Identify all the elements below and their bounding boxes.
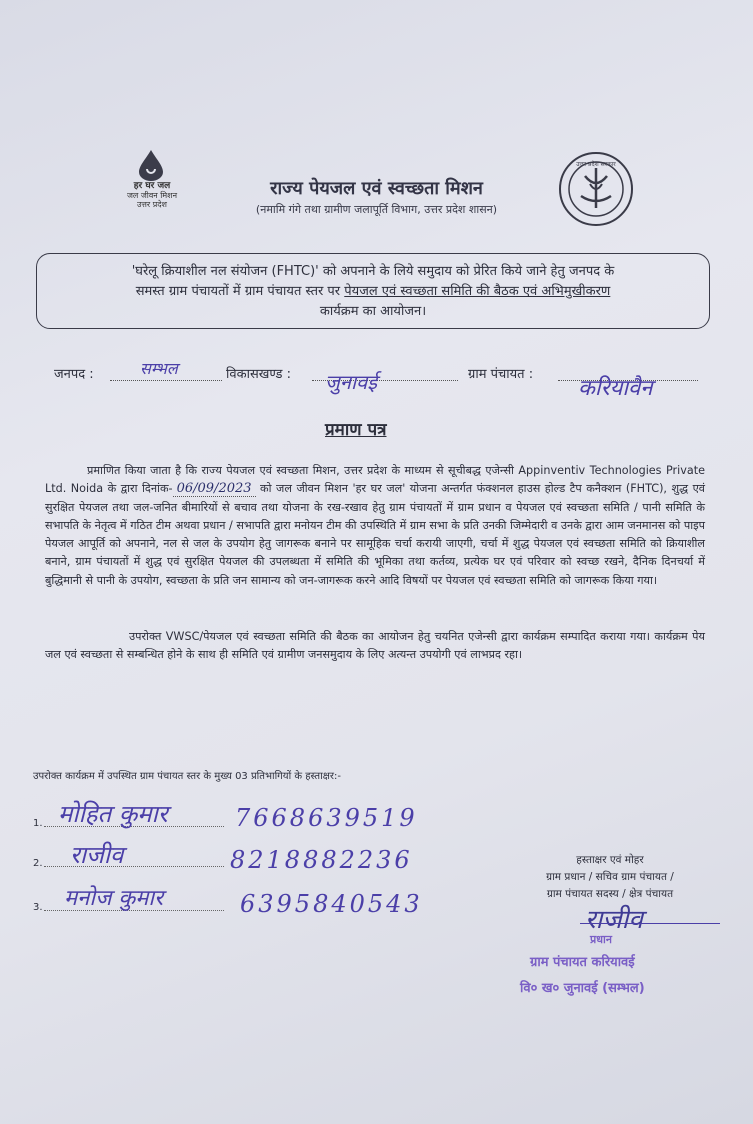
participant-3-name: मनोज कुमार xyxy=(64,886,164,911)
participant-1-name: मोहित कुमार xyxy=(58,800,168,828)
certificate-paragraph-1 xyxy=(45,462,705,590)
participant-2-name: राजीव xyxy=(70,841,124,869)
paragraph-1-part-a: प्रमाणित किया जाता है कि राज्य पेयजल एवं स्वच्छता मिशन, उत्तर प्रदेश के माध्यम से सूचीबद्ध एजेन्सी Appinventiv Technologies Private Ltd. Noida के द्वारा दिनांक- xyxy=(45,464,705,496)
paragraph-1-part-b: को जल जीवन मिशन 'हर घर जल' योजना अन्तर्गत फंक्शनल हाउस होल्ड टैप कनैक्शन (FHTC), शुद्ध एवं सुरक्षित पेयजल तथा जल-जनित बीमारियों से बचाव तथा योजना के रख-रखाव हेतु ग्राम पंचायतों में ग्राम प्रधान व पेयजल एवं स्वच्छता समिति / पानी समिति के सभापति के नेतृत्व में गठित टीम अथवा प्रधान / सभापति द्वारा मनोयन टीम की उपस्थिति में ग्राम सभा के प्रति उनकी जिम्मेदारी व उनके द्वारा आम जनमानस को पाइप पेयजल आपूर्ति को अपनाने, नल से जल के उपयोग हेतु जागरूक बनाने पर सामूहिक चर्चा करायी जाएगी, चर्चा में शुद्ध पेयजल एवं स्वच्छता समिति को क्रियाशील बनाने, ग्राम पंचायतों में शुद्ध एवं सुरक्षित पेयजल की उपलब्धता में समिति की भूमिका तथा कर्तव्य, प्रत्येक घर एवं परिवार को स्वच्छ रखने, दैनिक दिनचर्या में बुद्धिमानी से पानी के उपयोग, स्वच्छता के प्रति जन सामान्य को जन-जागरूक करने आदि विषयों पर पेयजल एवं स्वच्छता समिति को जागरूक किया गया। xyxy=(45,482,705,587)
mission-title: राज्य पेयजल एवं स्वच्छता मिशन xyxy=(270,178,483,199)
logo-text-1: हर घर जल xyxy=(133,181,171,191)
signature-stroke xyxy=(580,923,720,924)
signature-role-1: ग्राम प्रधान / सचिव ग्राम पंचायत / xyxy=(546,871,674,883)
banner-line-1: 'घरेलू क्रियाशील नल संयोजन (FHTC)' को अपनाने के लिये समुदाय को प्रेरित किये जाने हेतु जनपद के xyxy=(131,264,615,279)
participant-1-num: 1. xyxy=(33,818,43,829)
signature-label: हस्ताक्षर एवं मोहर xyxy=(576,854,644,866)
stamp-designation: प्रधान xyxy=(590,933,612,946)
program-banner xyxy=(36,253,710,329)
banner-line-2-text: समस्त ग्राम पंचायतों में ग्राम पंचायत स्तर पर xyxy=(135,284,345,299)
district-value: सम्भल xyxy=(140,359,178,378)
paragraph-2-text: उपरोक्त VWSC/पेयजल एवं स्वच्छता समिति की बैठक का आयोजन हेतु चयनित एजेन्सी द्वारा कार्यक्रम सम्पादित कराया गया। कार्यक्रम पेय जल एवं स्वच्छता से सम्बन्धित होने के साथ ही समिति एवं ग्रामीण जनसमुदाय के लिए अत्यन्त उपयोगी एवं लाभप्रद रहा। xyxy=(45,630,705,662)
stamp-line-block: वि० ख० जुनावई (सम्भल) xyxy=(520,981,645,996)
certificate-title: प्रमाण पत्र xyxy=(325,420,387,440)
program-date: 06/09/2023 xyxy=(173,481,256,497)
block-value: जुनावई xyxy=(325,370,378,394)
block-label: विकासखण्ड : xyxy=(226,367,292,382)
banner-underlined-text: पेयजल एवं स्वच्छता समिति की बैठक एवं अभिमुखीकरण xyxy=(344,284,611,299)
panchayat-label: ग्राम पंचायत : xyxy=(468,367,534,382)
pradhan-signature: राजीव xyxy=(585,905,643,935)
signature-role-2: ग्राम पंचायत सदस्य / क्षेत्र पंचायत xyxy=(546,888,674,900)
participant-1-phone: 7668639519 xyxy=(235,804,418,832)
participant-2-phone: 8218882236 xyxy=(230,846,413,874)
certificate-paragraph-2 xyxy=(45,628,705,665)
participant-2-num: 2. xyxy=(33,858,43,869)
stamp-line-panchayat: ग्राम पंचायत करियावई xyxy=(530,955,635,970)
participant-3-phone: 6395840543 xyxy=(240,890,423,918)
banner-line-2 xyxy=(49,282,697,302)
participants-intro: उपरोक्त कार्यक्रम में उपस्थित ग्राम पंचायत स्तर के मुख्य 03 प्रतिभागियों के हस्ताक्षर:- xyxy=(33,771,341,782)
logo-text-2: जल जीवन मिशन xyxy=(126,191,178,200)
emblem-text: उत्तर प्रदेश सरकार xyxy=(576,161,616,168)
banner-line-3: कार्यक्रम का आयोजन। xyxy=(319,304,427,319)
panchayat-value: करियावैन xyxy=(578,376,653,401)
mission-subtitle: (नमामि गंगे तथा ग्रामीण जलापूर्ति विभाग, उत्तर प्रदेश शासन) xyxy=(255,203,498,216)
district-label: जनपद : xyxy=(54,367,94,382)
participant-3-num: 3. xyxy=(33,902,43,913)
logo-text-3: उत्तर प्रदेश xyxy=(137,200,167,209)
